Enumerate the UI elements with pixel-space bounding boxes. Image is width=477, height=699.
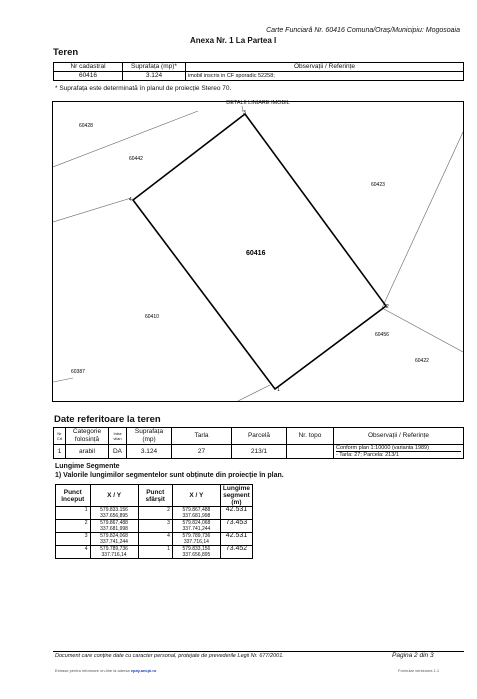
col-suprafata: Suprafața (mp): [127, 428, 172, 445]
cell-tarla: 27: [172, 445, 232, 459]
cell-end-xy: 579.833,156 337.656,895: [172, 546, 220, 559]
col-nr-topo: Nr. topo: [287, 428, 334, 445]
segment-row: [56, 507, 253, 520]
neighbor-label: 60422: [415, 358, 429, 364]
cell-length: 42.531: [220, 533, 252, 546]
cell-length: 42.531: [220, 507, 252, 520]
obs-line-2: - Tarla: 27; Parcela: 213/1: [336, 452, 399, 458]
neighbor-boundary: [382, 132, 463, 308]
cell-end-xy: 579.867,488 337.681,998: [172, 507, 220, 520]
neighbor-label: 60423: [371, 182, 385, 188]
date-ref-row: [54, 445, 464, 459]
col-observatii: Observații / Referințe: [334, 428, 464, 445]
cell-start: 4: [56, 546, 91, 559]
cell-end-xy: 579.824,068 337.741,244: [172, 520, 220, 533]
segments-title: Lungime Segmente: [55, 463, 120, 470]
col-nr-crt: Nr Crt: [54, 428, 66, 445]
col-parcela: Parcelă: [232, 428, 287, 445]
date-ref-table: [53, 427, 464, 459]
col-intravilan: Intra vilan: [109, 428, 127, 445]
neighbor-label: 60428: [79, 123, 93, 129]
neighbor-boundary: [238, 385, 270, 401]
cell-parcela: 213/1: [232, 445, 287, 459]
neighbor-label: 60442: [129, 156, 143, 162]
footer-extract: Extrase pentru informare on-line la adresa epay.ancpi.ro: [55, 668, 157, 673]
annex-title: Anexa Nr. 1 La Partea I: [190, 36, 277, 45]
cell-nr-crt: 1: [54, 445, 66, 459]
plan-drawing: [53, 102, 463, 401]
neighbor-label: 60410: [145, 314, 159, 320]
teren-title: Teren: [53, 47, 79, 58]
cell-start-xy: 579.789,736 337.716,14: [90, 546, 138, 559]
vertex-label: 2: [386, 304, 389, 310]
teren-table: [53, 62, 464, 81]
cell-intravilan: DA: [109, 445, 127, 459]
teren-header-row: [54, 63, 464, 72]
col-tarla: Tarla: [172, 428, 232, 445]
neighbor-boundary: [53, 111, 198, 167]
footer-disclaimer: Document care conține date cu caracter personal, protejate de prevederile Legii Nr. 677/2001.: [55, 653, 284, 659]
obs-line-1: Conform plan 1:10000 (varianta 1989): [336, 445, 461, 452]
neighbor-label: 60387: [71, 369, 85, 375]
col-categorie: Categorie folosință: [66, 428, 109, 445]
cell-end: 2: [138, 507, 172, 520]
cell-end: 3: [138, 520, 172, 533]
parcel-label: 60416: [246, 250, 266, 257]
segments-subtitle: 1) Valorile lungimilor segmentelor sunt obținute din proiecție în plan.: [55, 472, 284, 479]
cell-end-xy: 579.789,736 337.716,14: [172, 533, 220, 546]
plan-title: DETALII LINIARE IMOBIL: [226, 100, 290, 106]
col-xy-end: X / Y: [172, 485, 220, 507]
page-number: Pagina 2 din 3: [392, 652, 434, 659]
cf-header: Carte Funciară Nr. 60416 Comuna/Oraș/Municipiu: Mogosoaia: [266, 27, 460, 34]
neighbor-boundary: [382, 308, 463, 352]
col-suprafata: Suprafața (mp)*: [123, 63, 186, 72]
col-punct-sfarsit: Punct sfârșit: [138, 485, 172, 507]
cell-start-xy: 579.833.156 337.656,895: [90, 507, 138, 520]
cell-end: 4: [138, 533, 172, 546]
vertex-label: 3: [243, 110, 246, 116]
cell-start-xy: 579.867,488 337.681,998: [90, 520, 138, 533]
col-punct-inceput: Punct început: [56, 485, 91, 507]
cell-observatii: imobil inscris in CF sporadic 52258;: [186, 72, 464, 81]
cell-start: 3: [56, 533, 91, 546]
cell-start-xy: 579.824,068 337.741,244: [90, 533, 138, 546]
segments-table: [55, 484, 253, 559]
cell-observatii: [334, 445, 464, 459]
cell-nr-topo: [287, 445, 334, 459]
cell-suprafata: 3.124: [123, 72, 186, 81]
neighbor-boundary: [53, 378, 73, 382]
col-nr-cadastral: Nr cadastral: [54, 63, 123, 72]
cell-length: 73.452: [220, 546, 252, 559]
surface-note: * Suprafața este determinată în planul de proiecție Stereo 70.: [55, 85, 232, 92]
vertex-label: 4: [129, 197, 132, 203]
segment-row: [56, 533, 253, 546]
cell-categorie: arabil: [66, 445, 109, 459]
col-xy-start: X / Y: [90, 485, 138, 507]
form-version: Formular versiunea 1.1: [398, 668, 440, 673]
cell-length: 73.453: [220, 520, 252, 533]
neighbor-label: 60456: [375, 332, 389, 338]
vertex-label: 1: [277, 387, 280, 393]
col-lungime: Lungime segment (m): [220, 485, 252, 507]
cell-suprafata: 3.124: [127, 445, 172, 459]
segment-row: [56, 546, 253, 559]
cell-start: 1: [56, 507, 91, 520]
date-ref-title: Date referitoare la teren: [54, 414, 161, 425]
neighbor-boundary: [53, 198, 131, 222]
date-ref-header-row: [54, 428, 464, 445]
cell-start: 2: [56, 520, 91, 533]
cell-nr-cadastral: 60416: [54, 72, 123, 81]
segment-row: [56, 520, 253, 533]
cell-end: 1: [138, 546, 172, 559]
teren-row: [54, 72, 464, 81]
cadastral-plan: [52, 101, 464, 402]
epay-link[interactable]: epay.ancpi.ro: [130, 668, 157, 673]
segments-header-row: [56, 485, 253, 507]
col-observatii: Observații / Referințe: [186, 63, 464, 72]
